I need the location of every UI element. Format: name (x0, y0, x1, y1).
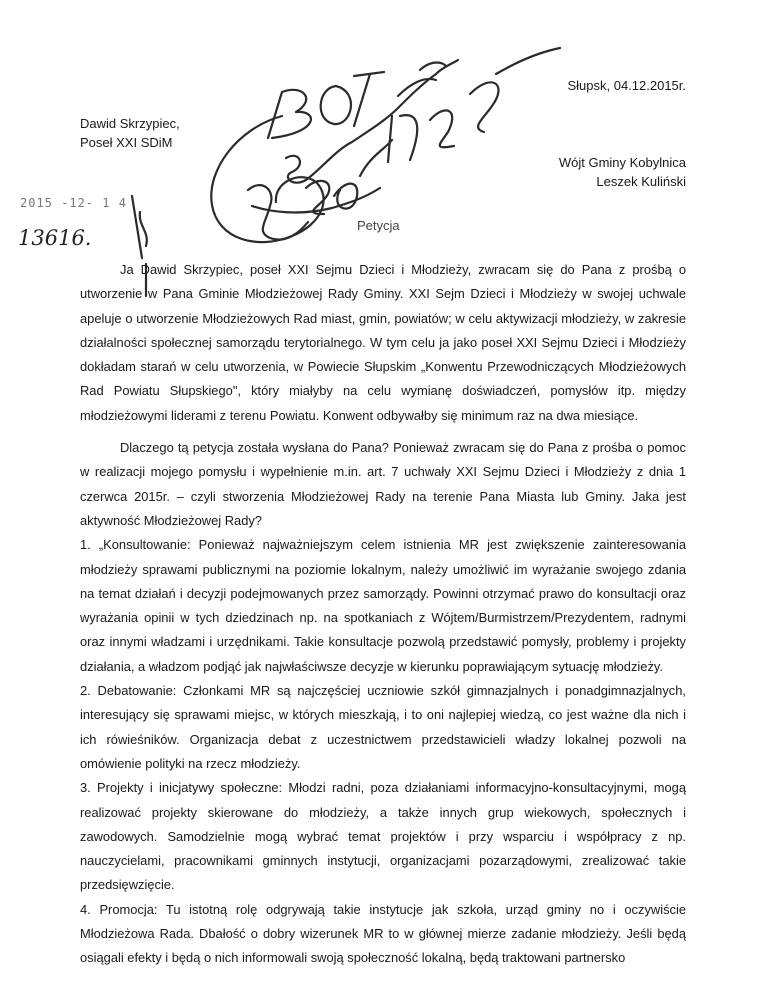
list-item-promotion: 4. Promocja: Tu istotną rolę odgrywają takie instytucje jak szkoła, urząd gminy no i oczywiście Młodzieżowa Rada. Dbałość o dobry wizerunek MR to w głównej mierze zadanie młodzieży. Jeśli będą osiągali efekty i będą o nich informowali swoją społeczność lokalną, będą traktowani partnersko (80, 901, 686, 966)
registry-number: 13616. (18, 226, 92, 250)
list-item-debate: 2. Debatowanie: Członkami MR są najczęściej uczniowie szkół gimnazjalnych i ponadgimnazjalnych, interesujący się sprawami miejsc, w których mieszkają, i to oni najlepiej wiedzą, co jest ważne dla nich i ich rówieśników. Organizacja debat z uczestnictwem przedstawicieli władzy lokalnej pozwoli na omówienie polityki na rzecz młodzieży. (80, 683, 686, 771)
petition-body (80, 258, 686, 971)
place-date: Słupsk, 04.12.2015r. (567, 78, 686, 93)
paragraph-reason: Dlaczego tą petycja została wysłana do Pana? Ponieważ zwracam się do Pana z prośba o pomoc w realizacji mojego pomysłu i wypełnienie m.in. art. 7 uchwały XXI Sejmu Dzieci i Młodzieży z dnia 1 czerwca 2015r. – czyli stworzenia Młodzieżowej Rady na terenie Pana Miasta lub Gminy. Jaka jest aktywność Młodzieżowej Rady? (80, 440, 686, 528)
sender-title: Poseł XXI SDiM (80, 135, 173, 150)
recipient-name: Leszek Kuliński (596, 174, 686, 189)
list-item-projects: 3. Projekty i inicjatywy społeczne: Młodzi radni, poza działaniami informacyjno-konsultacyjnymi, mogą realizować projekty skierowane do młodzieży, a także innych grup wiekowych, społecznych i zawodowych. Samodzielnie mogą wybrać temat projektów i przy wsparciu i współpracy z np. nauczycielami, pracownikami gminnych instytucji, organizacjami pozarządowymi, zrealizować takie przedsięwzięcie. (80, 780, 686, 893)
registry-date-stamp: 2015 -12- 1 4 (20, 196, 127, 210)
list-item-consultation: 1. „Konsultowanie: Ponieważ najważniejszym celem istnienia MR jest zwiększenie zainteresowania młodzieży sprawami publicznymi na poziomie lokalnym, należy umożliwić im wyrażanie swojego zdania na temat działań i decyzji podejmowanych przez samorządy. Powinni otrzymać prawo do konsultacji oraz wyrażania opinii w tych dziedzinach np. na spotkaniach z Wójtem/Burmistrzem/Prezydentem, radnymi oraz innymi władzami i urzędnikami. Takie konsultacje pozwolą przedstawić pomysły, problemy i projekty działania, a władzom podjąć jak najwłaściwsze decyzje w kierunku poprawiającym sytuację młodzieży. (80, 537, 686, 674)
recipient-title: Wójt Gminy Kobylnica (558, 155, 686, 170)
document-type: Petycja (357, 218, 400, 233)
paragraph-request: Ja Dawid Skrzypiec, poseł XXI Sejmu Dzieci i Młodzieży, zwracam się do Pana z prośbą o utworzenie w Pana Gminie Młodzieżowej Rady Gminy. XXI Sejm Dzieci i Młodzieży w swojej uchwale apeluje o utworzenie Młodzieżowych Rad miast, gmin, powiatów; w celu aktywizacji młodzieży, w zakresie działalności społecznej samorządu terytorialnego. W tym celu ja jako poseł XXI Sejmu Dzieci i Młodzieży dokładam starań w celu utworzenia, w Powiecie Słupskim „Konwentu Przewodniczących Młodzieżowych Rad Powiatu Słupskiego", który miałyby na celu wymianę doświadczeń, pomysłów itp. między młodzieżowymi liderami z terenu Powiatu. Konwent odbywałby się minimum raz na dwa miesiące. (80, 262, 686, 423)
sender-name: Dawid Skrzypiec, (80, 116, 180, 131)
